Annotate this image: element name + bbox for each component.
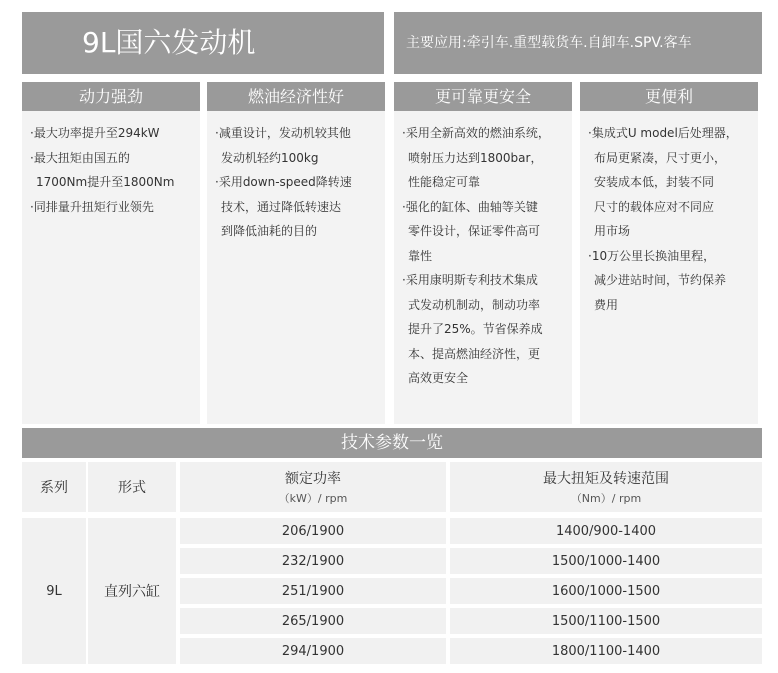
header-form — [88, 462, 176, 512]
torque-value: 1600/1000-1500 — [551, 583, 661, 599]
series-cell — [22, 518, 86, 664]
header-torque-unit: （Nm）/ rpm — [570, 492, 642, 505]
table-row-power — [180, 548, 446, 574]
feature-body — [207, 111, 385, 244]
table-row-power — [180, 638, 446, 664]
feature-line: 高效更安全 — [408, 371, 469, 385]
feature-line: ·采用全新高效的燃油系统， — [402, 126, 550, 140]
feature-line: ·采用康明斯专利技术集成 — [402, 273, 538, 287]
feature-column-power — [22, 82, 200, 424]
table-row-torque — [450, 548, 762, 574]
header-power-unit: （kW）/ rpm — [278, 492, 348, 505]
feature-heading: 更便利 — [580, 82, 758, 111]
feature-line: ·最大扭矩由国五的 — [30, 150, 130, 165]
feature-line: 发动机轻约100kg — [221, 150, 319, 165]
feature-line: 用市场 — [594, 224, 631, 238]
table-row-power — [180, 518, 446, 544]
header-torque — [450, 462, 762, 512]
series-value: 9L — [46, 583, 62, 599]
feature-line: 安装成本低，封装不同 — [594, 175, 715, 189]
feature-line: ·集成式U model后处理器， — [588, 126, 738, 140]
feature-line: 式发动机制动，制动功率 — [408, 297, 541, 312]
feature-column-reliability — [394, 82, 572, 424]
feature-line: 到降低油耗的目的 — [221, 224, 318, 238]
specs-title: 技术参数一览 — [22, 428, 762, 458]
feature-heading: 动力强劲 — [22, 82, 200, 111]
form-cell — [88, 518, 176, 664]
feature-line: 靠性 — [408, 248, 433, 263]
feature-body — [580, 111, 758, 317]
feature-line: 喷射压力达到1800bar， — [408, 150, 543, 165]
feature-heading: 更可靠更安全 — [394, 82, 572, 111]
torque-value: 1800/1100-1400 — [551, 643, 661, 659]
header-power — [180, 462, 446, 512]
power-value: 251/1900 — [281, 583, 345, 599]
feature-line: 尺寸的载体应对不同应 — [594, 199, 715, 214]
header-series-label: 系列 — [40, 480, 68, 496]
applications-banner: 主要应用:牵引车.重型载货车.自卸车.SPV.客车 — [394, 12, 762, 74]
power-value: 206/1900 — [281, 523, 345, 539]
header-power-label: 额定功率 — [285, 471, 341, 487]
header-form-label: 形式 — [118, 480, 146, 496]
feature-line: ·10万公里长换油里程， — [588, 248, 716, 263]
power-value: 265/1900 — [281, 613, 345, 629]
form-value: 直列六缸 — [104, 584, 160, 600]
feature-line: 费用 — [594, 297, 619, 312]
power-value: 232/1900 — [281, 553, 345, 569]
table-row-torque — [450, 578, 762, 604]
feature-line: 技术，通过降低转速达 — [221, 199, 342, 214]
feature-line: ·强化的缸体、曲轴等关键 — [402, 199, 538, 214]
feature-line: 布局更紧凑，尺寸更小， — [594, 150, 727, 165]
table-row-torque — [450, 518, 762, 544]
power-value: 294/1900 — [281, 643, 345, 659]
table-row-power — [180, 608, 446, 634]
feature-line: ·最大功率提升至294kW — [30, 126, 160, 140]
feature-column-fuel-economy — [207, 82, 385, 424]
table-row-torque — [450, 608, 762, 634]
header-series — [22, 462, 86, 512]
feature-line: 本、提高燃油经济性，更 — [408, 346, 541, 361]
torque-value: 1400/900-1400 — [555, 523, 657, 539]
feature-line: ·同排量升扭矩行业领先 — [30, 199, 154, 214]
feature-line: 性能稳定可靠 — [408, 175, 481, 189]
feature-line: 1700Nm提升至1800Nm — [36, 175, 175, 189]
feature-body — [22, 111, 200, 219]
feature-heading: 燃油经济性好 — [207, 82, 385, 111]
feature-line: 提升了25%。节省保养成 — [408, 322, 543, 336]
feature-line: 减少进站时间，节约保养 — [594, 273, 727, 287]
torque-value: 1500/1000-1400 — [551, 553, 661, 569]
feature-line: ·采用down-speed降转速 — [215, 175, 352, 189]
torque-value: 1500/1100-1500 — [551, 613, 661, 629]
table-row-torque — [450, 638, 762, 664]
feature-body — [394, 111, 572, 391]
header-torque-label: 最大扭矩及转速范围 — [543, 471, 669, 487]
page-title: 9L国六发动机 — [22, 12, 384, 74]
feature-line: ·减重设计，发动机较其他 — [215, 126, 351, 140]
feature-line: 零件设计，保证零件高可 — [408, 224, 541, 238]
feature-column-convenience — [580, 82, 758, 424]
table-row-power — [180, 578, 446, 604]
